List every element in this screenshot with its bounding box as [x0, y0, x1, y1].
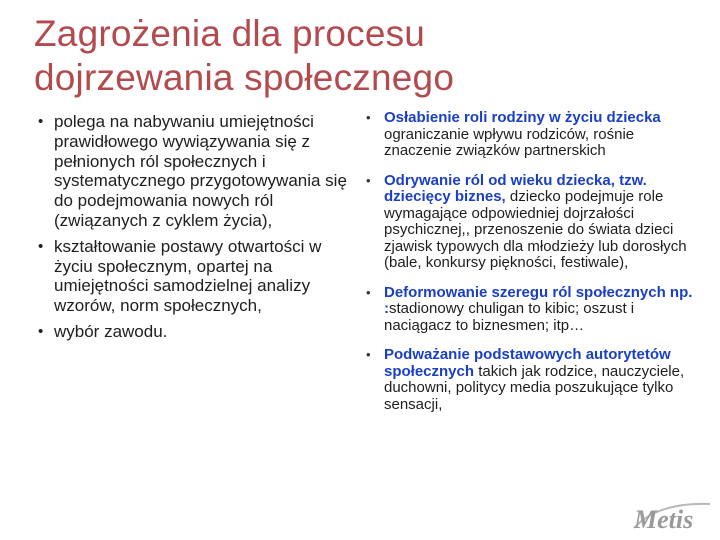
item-highlight-secondary: tzw. dziecięcy biznes,	[384, 171, 647, 205]
item-text: dziecko podejmuje role wymagające odpowiedniej dojrzałości psychicznej,, przenoszenie do świata dzieci zjawisk typowych dla młodzieży lub dorosłych (bale, konkursy piękności, festiwale),	[384, 188, 687, 271]
right-bullet-list	[366, 110, 696, 426]
left-item-text: kształtowanie postawy otwartości w życiu społecznym, opartej na umiejętności samodzielnej analizy wzorów, norm społecznych,	[54, 236, 322, 316]
item-text: ograniczanie wpływu rodziców, rośnie znaczenie związków partnerskich	[384, 125, 635, 159]
left-item-text: polega na nabywaniu umiejętności prawidłowego wywiązywania się z pełnionych ról społecznych i systematycznego przygotowywania się do podejmowania nowych ról (związanych z cyklem życia),	[54, 112, 347, 230]
right-list-item	[366, 347, 696, 413]
item-text: stadionowy chuligan to kibic; oszust i naciągacz to biznesmen; itp…	[384, 300, 635, 334]
right-list-item	[366, 285, 696, 335]
item-text: takich jak rodzice, nauczyciele, duchowni, politycy media poszukujące tylko sensacji,	[384, 362, 685, 413]
left-bullet-list	[38, 112, 358, 348]
left-list-item	[38, 112, 358, 231]
item-highlight: Osłabienie roli rodziny w życiu dziecka	[384, 109, 661, 126]
bullet-icon: •	[366, 110, 371, 125]
bullet-icon: •	[38, 113, 44, 130]
bullet-icon: •	[366, 347, 371, 362]
right-list-item	[366, 110, 696, 160]
right-list-item	[366, 173, 696, 272]
left-list-item	[38, 322, 358, 342]
slide-title	[34, 12, 694, 100]
title-line-2: dojrzewania społecznego	[34, 57, 455, 98]
left-list-item	[38, 237, 358, 316]
item-highlight-secondary: np. :	[384, 283, 693, 317]
bullet-icon: •	[366, 172, 371, 188]
logo-text: Metis	[634, 505, 694, 534]
title-line-1: Zagrożenia dla procesu	[34, 13, 426, 54]
item-highlight: Podważanie podstawowych autorytetów społecznych	[384, 346, 671, 380]
bullet-icon: •	[366, 284, 371, 300]
bullet-icon: •	[38, 237, 44, 255]
item-highlight: Odrywanie ról od wieku dziecka,	[384, 171, 615, 189]
left-item-text: wybór zawodu.	[54, 321, 168, 341]
metis-logo	[628, 498, 718, 538]
item-highlight: Deformowanie szeregu ról społecznych	[384, 283, 666, 301]
bullet-icon: •	[38, 322, 44, 340]
